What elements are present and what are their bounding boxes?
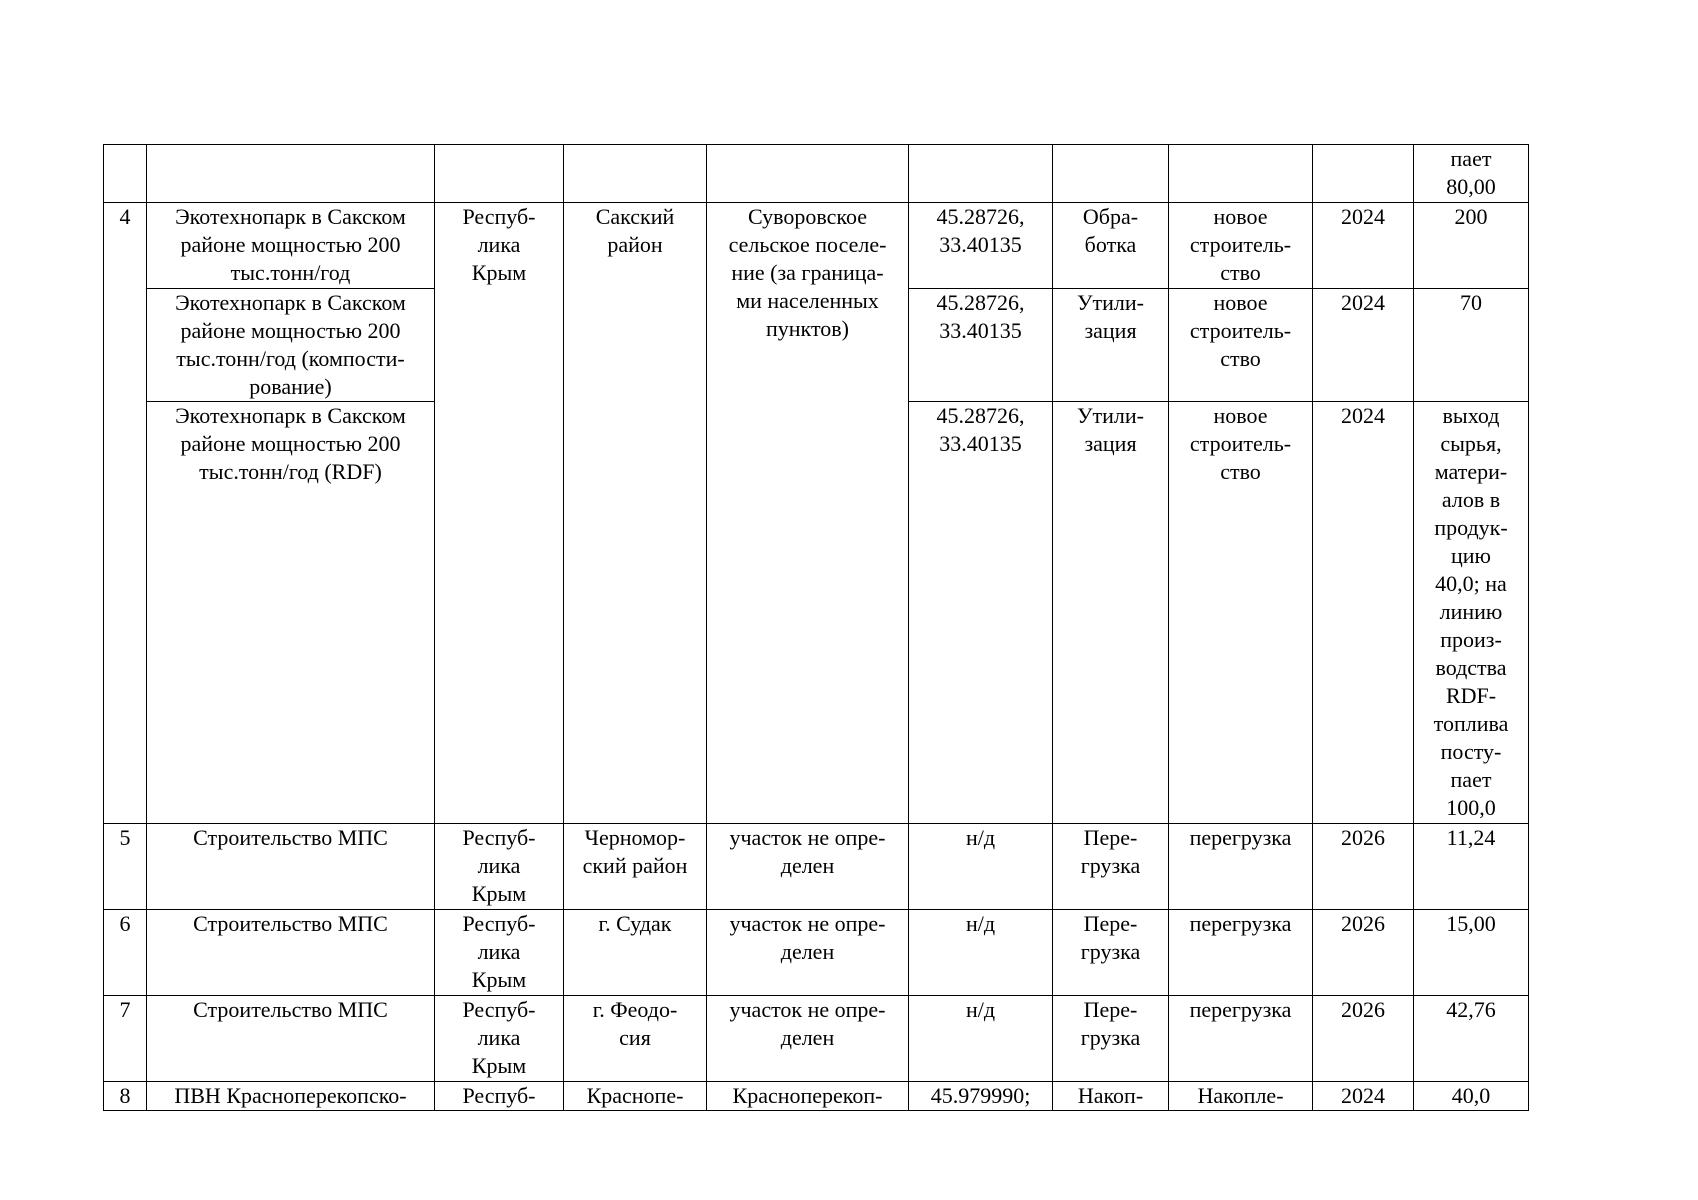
cell-name: ПВН Красноперекопско- (147, 1082, 435, 1111)
cell-activity: новое строитель- ство (1169, 289, 1313, 402)
cell-name: Экотехнопарк в Сакском районе мощностью 200 тыс.тонн/год (RDF) (147, 402, 435, 824)
cell-type: Накоп- (1053, 1082, 1169, 1111)
cell-district: Сакский район (564, 203, 707, 824)
cell-year: 2024 (1313, 402, 1414, 824)
cell-year: 2024 (1313, 1082, 1414, 1111)
cell-type: Пере- грузка (1053, 824, 1169, 910)
cell-name (147, 145, 435, 203)
cell-name: Строительство МПС (147, 824, 435, 910)
cell-district: г. Судак (564, 910, 707, 996)
table-row (104, 996, 1529, 1082)
table-row (104, 203, 1529, 289)
cell-num: 6 (104, 910, 147, 996)
cell-name: Строительство МПС (147, 996, 435, 1082)
cell-num: 5 (104, 824, 147, 910)
cell-capacity: 11,24 (1414, 824, 1529, 910)
cell-activity: перегрузка (1169, 824, 1313, 910)
cell-type: Утили- зация (1053, 289, 1169, 402)
cell-type: Пере- грузка (1053, 996, 1169, 1082)
cell-num (104, 145, 147, 203)
cell-settlement: участок не опре- делен (707, 824, 909, 910)
cell-region: Респуб- лика Крым (435, 203, 564, 824)
cell-settlement: Суворовское сельское поселе- ние (за граница- ми населенных пунктов) (707, 203, 909, 824)
cell-name: Строительство МПС (147, 910, 435, 996)
cell-year: 2024 (1313, 203, 1414, 289)
cell-activity: новое строитель- ство (1169, 402, 1313, 824)
cell-district (564, 145, 707, 203)
cell-coords (909, 145, 1053, 203)
cell-coords: 45.28726, 33.40135 (909, 402, 1053, 824)
cell-capacity: 15,00 (1414, 910, 1529, 996)
cell-type: Пере- грузка (1053, 910, 1169, 996)
cell-district: Черномор- ский район (564, 824, 707, 910)
cell-num: 7 (104, 996, 147, 1082)
cell-coords: 45.28726, 33.40135 (909, 203, 1053, 289)
cell-activity: новое строитель- ство (1169, 203, 1313, 289)
cell-settlement (707, 145, 909, 203)
cell-district: Краснопе- (564, 1082, 707, 1111)
cell-name: Экотехнопарк в Сакском районе мощностью 200 тыс.тонн/год (147, 203, 435, 289)
cell-type (1053, 145, 1169, 203)
cell-coords: 45.28726, 33.40135 (909, 289, 1053, 402)
cell-coords: н/д (909, 824, 1053, 910)
cell-year (1313, 145, 1414, 203)
cell-activity: перегрузка (1169, 996, 1313, 1082)
cell-region: Респуб- (435, 1082, 564, 1111)
cell-region: Респуб- лика Крым (435, 910, 564, 996)
cell-activity: Накопле- (1169, 1082, 1313, 1111)
table-row (104, 145, 1529, 203)
cell-coords: н/д (909, 996, 1053, 1082)
cell-settlement: участок не опре- делен (707, 996, 909, 1082)
cell-year: 2024 (1313, 289, 1414, 402)
cell-activity: перегрузка (1169, 910, 1313, 996)
cell-num: 4 (104, 203, 147, 824)
cell-num: 8 (104, 1082, 147, 1111)
cell-capacity: 70 (1414, 289, 1529, 402)
cell-type: Обра- ботка (1053, 203, 1169, 289)
cell-coords: 45.979990; (909, 1082, 1053, 1111)
cell-type: Утили- зация (1053, 402, 1169, 824)
cell-capacity: 40,0 (1414, 1082, 1529, 1111)
cell-year: 2026 (1313, 910, 1414, 996)
cell-coords: н/д (909, 910, 1053, 996)
cell-year: 2026 (1313, 824, 1414, 910)
cell-settlement: участок не опре- делен (707, 910, 909, 996)
cell-activity (1169, 145, 1313, 203)
table-row (104, 910, 1529, 996)
cell-capacity: 42,76 (1414, 996, 1529, 1082)
table-row (104, 824, 1529, 910)
cell-capacity: пает 80,00 (1414, 145, 1529, 203)
cell-name: Экотехнопарк в Сакском районе мощностью 200 тыс.тонн/год (компости- рование) (147, 289, 435, 402)
facilities-table (103, 144, 1529, 1111)
cell-year: 2026 (1313, 996, 1414, 1082)
cell-settlement: Красноперекоп- (707, 1082, 909, 1111)
cell-capacity: 200 (1414, 203, 1529, 289)
cell-region (435, 145, 564, 203)
cell-region: Респуб- лика Крым (435, 824, 564, 910)
cell-region: Респуб- лика Крым (435, 996, 564, 1082)
table-row (104, 1082, 1529, 1111)
cell-capacity: выход сырья, матери- алов в продук- цию 40,0; на линию произ- водства RDF- топлива посту- пает 100,0 (1414, 402, 1529, 824)
cell-district: г. Феодо- сия (564, 996, 707, 1082)
